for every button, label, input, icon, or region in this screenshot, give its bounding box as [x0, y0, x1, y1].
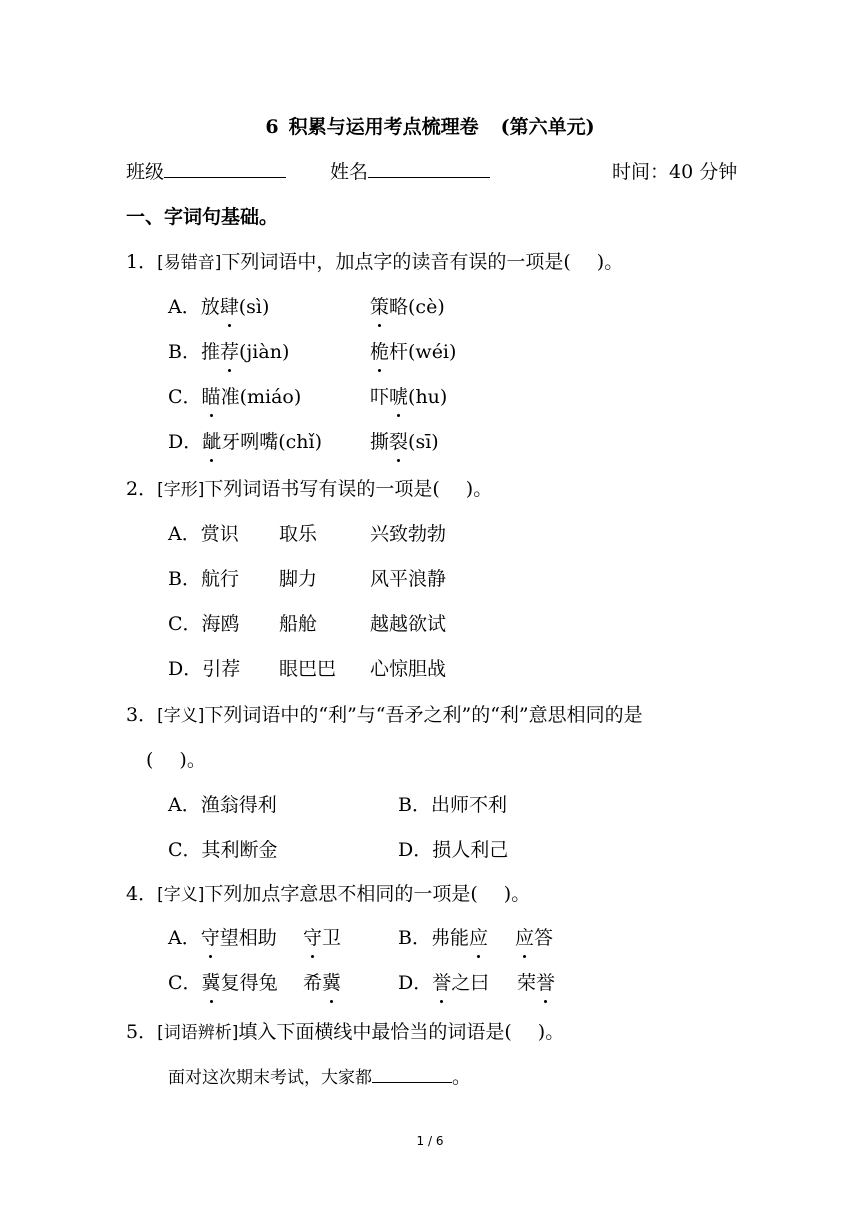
option-label: B． — [398, 927, 431, 949]
q4-option-a — [168, 925, 277, 951]
option-label: A． — [168, 927, 201, 949]
option-word: 海鸥 — [201, 613, 240, 635]
paren-open: ( — [146, 749, 154, 771]
dotted-char: 守 — [200, 927, 220, 949]
dotted-char: 誉 — [432, 972, 452, 994]
option-text: 卫 — [322, 927, 342, 949]
question-text-end: )。 — [465, 478, 493, 500]
q1-option-a-word2 — [370, 294, 445, 320]
question-5-stem — [126, 1019, 564, 1046]
question-number: 4． — [126, 883, 158, 905]
dotted-char: 龇 — [202, 431, 222, 453]
q4-option-c — [168, 970, 278, 996]
option-text: 之曰 — [451, 972, 490, 994]
class-blank[interactable] — [164, 159, 286, 178]
sentence-end: 。 — [452, 1066, 472, 1088]
question-text-end: )。 — [596, 251, 624, 273]
question-text: 填入下面横线中最恰当的词语是( — [238, 1021, 512, 1043]
name-blank[interactable] — [368, 159, 490, 178]
section-heading: 一、字词句基础。 — [126, 206, 279, 228]
option-text: 荣 — [517, 972, 537, 994]
pinyin: (hu) — [408, 386, 448, 408]
q3-option-a — [168, 792, 277, 818]
q2-option-c — [168, 611, 240, 637]
dotted-char: 冀 — [201, 972, 221, 994]
option-label: B． — [168, 341, 201, 363]
q2-option-c-word3: 越越欲试 — [370, 613, 447, 635]
q2-option-c-word2: 船舱 — [279, 613, 318, 635]
q4-option-c-word2 — [303, 970, 341, 996]
sentence-text: 面对这次期末考试，大家都 — [168, 1068, 372, 1088]
page-title — [0, 114, 860, 140]
question-tag: [字义] — [157, 885, 205, 905]
q2-option-a-word2: 取乐 — [279, 523, 318, 545]
pinyin: (sì) — [238, 296, 270, 318]
q2-option-b — [168, 566, 239, 592]
question-tag: [易错音] — [157, 253, 222, 273]
question-3-stem — [126, 702, 643, 729]
option-text: 复得兔 — [220, 972, 278, 994]
option-label: B． — [398, 794, 431, 816]
q1-option-b-word2 — [370, 339, 456, 365]
dotted-char: 守 — [303, 927, 323, 949]
question-tag: [字形] — [157, 480, 205, 500]
question-text: 下列加点字意思不相同的一项是( — [204, 883, 478, 905]
q4-option-b — [398, 925, 488, 951]
dotted-char: 应 — [468, 927, 488, 949]
q2-option-a-word3: 兴致勃勃 — [370, 523, 447, 545]
paren-close: )。 — [179, 749, 206, 771]
option-text: 损人利己 — [432, 839, 509, 861]
class-label: 班级 — [126, 161, 165, 183]
q4-option-a-word2 — [303, 925, 341, 951]
q3-option-d — [398, 837, 508, 863]
option-text: 答 — [534, 927, 554, 949]
question-5-sentence — [168, 1064, 471, 1091]
q1-option-c-word2 — [370, 384, 447, 410]
option-text: 杆(wéi) — [389, 341, 457, 363]
question-3-stem-cont — [146, 747, 206, 773]
dotted-char: 肆 — [219, 296, 239, 318]
option-label: B． — [168, 568, 201, 590]
q2-option-d-word2: 眼巴巴 — [279, 658, 337, 680]
option-label: A． — [168, 296, 201, 318]
title-main: 积累与运用考点梳理卷 — [288, 116, 479, 138]
q1-option-d-word2 — [370, 429, 439, 455]
q3-option-b — [398, 792, 507, 818]
option-label: C． — [168, 839, 202, 861]
pinyin: (jiàn) — [239, 341, 290, 363]
option-text: 推 — [200, 341, 220, 363]
question-text-end: )。 — [537, 1021, 565, 1043]
question-text: 下列词语中，加点字的读音有误的一项是( — [221, 251, 571, 273]
question-2-stem — [126, 476, 492, 503]
option-text: 放 — [200, 296, 220, 318]
page-number: 1 / 6 — [416, 1134, 444, 1148]
q2-option-b-word3: 风平浪静 — [370, 568, 447, 590]
pinyin: (sī) — [408, 431, 439, 453]
q1-option-b — [168, 339, 289, 365]
question-tag: [词语辨析] — [157, 1023, 239, 1043]
option-text: 撕 — [370, 431, 390, 453]
q1-option-d — [168, 429, 322, 455]
question-text-end: )。 — [503, 883, 531, 905]
option-text: 弗能 — [430, 927, 469, 949]
name-label: 姓名 — [330, 161, 369, 183]
option-label: D． — [168, 431, 203, 453]
dotted-char: 誉 — [536, 972, 556, 994]
fill-blank[interactable] — [372, 1064, 452, 1083]
title-unit: (第六单元) — [500, 116, 595, 138]
q3-option-c — [168, 837, 278, 863]
option-text: 出师不利 — [430, 794, 507, 816]
dotted-char: 裂 — [389, 431, 409, 453]
name-field — [330, 159, 490, 185]
class-field — [126, 159, 286, 185]
q2-option-d — [168, 656, 240, 682]
option-text: 其利断金 — [201, 839, 278, 861]
q1-option-c — [168, 384, 301, 410]
dotted-char: 桅 — [370, 341, 390, 363]
option-text: 希 — [303, 972, 323, 994]
option-word: 赏识 — [200, 523, 239, 545]
option-label: D． — [398, 972, 433, 994]
question-1-stem — [126, 249, 623, 276]
dotted-char: 策 — [370, 296, 390, 318]
q2-option-b-word2: 脚力 — [279, 568, 318, 590]
question-number: 2． — [126, 478, 158, 500]
option-text: 略(cè) — [389, 296, 445, 318]
q4-option-d — [398, 970, 489, 996]
dotted-char: 瞄 — [201, 386, 221, 408]
question-number: 1． — [126, 251, 158, 273]
question-4-stem — [126, 881, 530, 908]
question-tag: [字义] — [157, 706, 205, 726]
option-label: C． — [168, 386, 202, 408]
q2-option-d-word3: 心惊胆战 — [370, 658, 447, 680]
option-label: D． — [168, 658, 203, 680]
option-label: A． — [168, 794, 201, 816]
dotted-char: 唬 — [389, 386, 409, 408]
q4-option-b-word2 — [515, 925, 553, 951]
option-label: A． — [168, 523, 201, 545]
dotted-char: 冀 — [322, 972, 342, 994]
option-text: 渔翁得利 — [200, 794, 277, 816]
option-text: 牙咧嘴(chǐ) — [221, 431, 323, 453]
dotted-char: 荐 — [219, 341, 239, 363]
q4-option-d-word2 — [517, 970, 555, 996]
q1-option-a — [168, 294, 269, 320]
time-label: 时间：40 分钟 — [612, 161, 738, 183]
option-word: 引荐 — [202, 658, 241, 680]
option-text: 吓 — [370, 386, 390, 408]
option-label: C． — [168, 972, 202, 994]
question-number: 3． — [126, 704, 158, 726]
option-label: C． — [168, 613, 202, 635]
option-word: 航行 — [200, 568, 239, 590]
q2-option-a — [168, 521, 239, 547]
option-label: D． — [398, 839, 433, 861]
option-text: 准(miáo) — [220, 386, 302, 408]
question-text: 下列词语中的“利”与“吾矛之利”的“利”意思相同的是 — [204, 704, 643, 726]
option-text: 望相助 — [219, 927, 277, 949]
dotted-char: 应 — [515, 927, 535, 949]
question-number: 5． — [126, 1021, 158, 1043]
question-text: 下列词语书写有误的一项是( — [204, 478, 440, 500]
title-number: 6 — [265, 116, 279, 138]
